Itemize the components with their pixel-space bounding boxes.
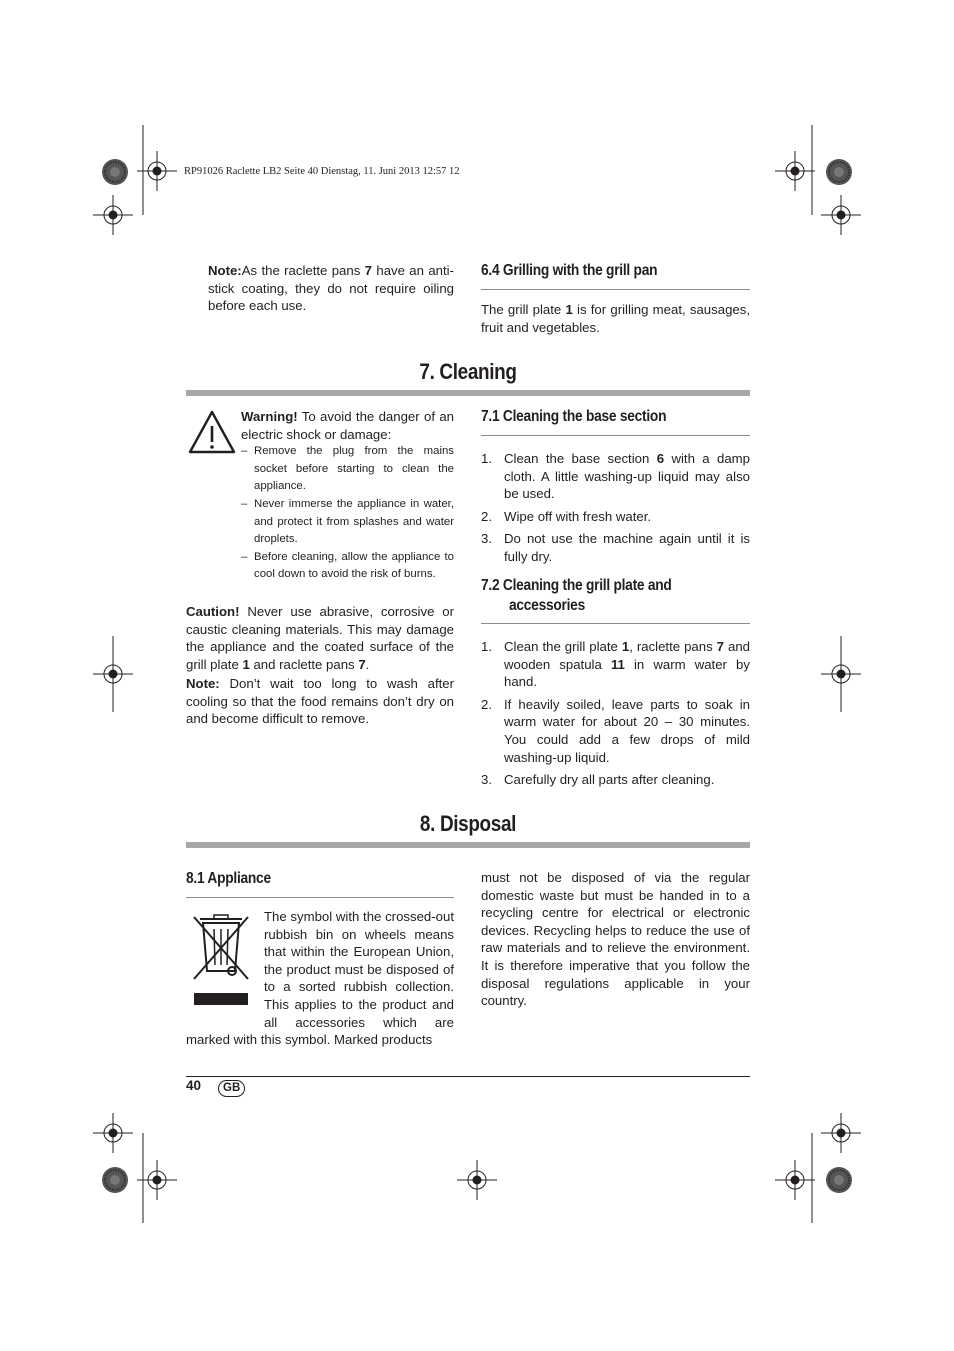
list-item: 2. If heavily soiled, leave parts to soak in warm water for about 20 – 30 minutes. You could add a few drops of mild washing-up liquid. xyxy=(481,696,750,765)
list-item: 1. Clean the grill plate 1, raclette pans 7 and wooden spatula 11 in warm water by hand. xyxy=(481,639,751,690)
warning-intro: To avoid the danger of an electric shock or damage: xyxy=(241,409,454,442)
caution-text: Never use abrasive, corrosive or caustic cleaning materials. This may damage the appliance and the coated surface of the grill plate 1 and raclette pans 7. xyxy=(186,604,454,672)
step-text: Wipe off with fresh water. xyxy=(504,508,652,524)
step-text: Clean the grill plate 1, raclette pans 7 and wooden spatula 11 in warm water by hand. xyxy=(504,639,751,690)
note-anti-stick xyxy=(208,262,454,315)
note-label: Note: xyxy=(186,676,220,691)
page-number: 40 xyxy=(186,1078,202,1093)
list-item: – Never immerse the appliance in water, and protect it from splashes and water droplets. xyxy=(241,496,454,549)
section-7-2-title-cont: accessories xyxy=(509,597,585,614)
step-text: Clean the base section 6 with a damp cloth. A little washing-up liquid may also be used. xyxy=(504,451,750,502)
warning-list xyxy=(241,443,454,584)
section-8-1-text-right: must not be disposed of via the regular domestic waste but must be handed in to a recycling centre for electrical or electronic devices. Recycling helps to reduce the use of raw materials and to relieve the environment. It is therefore imperative that you follow the disposal regulations applicable in your country. xyxy=(481,870,750,1009)
section-8-title: 8. Disposal xyxy=(419,811,517,836)
list-item: – Remove the plug from the mains socket before starting to clean the appliance. xyxy=(241,443,454,496)
caution-label: Caution! xyxy=(186,604,240,619)
step-text: Do not use the machine again until it is fully dry. xyxy=(504,531,750,564)
warning-label: Warning! xyxy=(241,409,298,424)
section-8-1-text-left xyxy=(186,908,454,1049)
divider xyxy=(481,623,750,624)
note-label: Note: xyxy=(208,263,242,278)
note-text: Don’t wait too long to wash after cooling so that the food remains don’t dry on and become difficult to remove. xyxy=(186,676,454,727)
country-badge: GB xyxy=(218,1080,245,1097)
section-8-1-title: 8.1 Appliance xyxy=(186,870,271,887)
list-item: 3. Do not use the machine again until it is fully dry. xyxy=(481,531,750,564)
divider xyxy=(481,435,750,436)
divider xyxy=(481,289,750,290)
section-7-2-steps xyxy=(481,638,750,794)
note-block xyxy=(186,675,454,728)
section-7-1-title: 7.1 Cleaning the base section xyxy=(481,408,667,425)
divider xyxy=(186,897,454,898)
section-6-4-text: The grill plate 1 is for grilling meat, sausages, fruit and vegetables. xyxy=(481,302,750,335)
list-item: 3. Carefully dry all parts after cleaning. xyxy=(481,772,715,788)
footer-divider xyxy=(186,1076,750,1077)
list-item: 1. Clean the base section 6 with a damp cloth. A little washing-up liquid may also be used. xyxy=(481,451,750,502)
section-7-1-steps xyxy=(481,450,750,571)
list-item: – Before cleaning, allow the appliance to cool down to avoid the risk of burns. xyxy=(241,549,454,584)
section-divider xyxy=(186,390,750,396)
caution-block xyxy=(186,603,454,673)
print-header: RP91026 Raclette LB2 Seite 40 Dienstag, 11. Juni 2013 12:57 12 xyxy=(184,166,460,177)
list-item: 2. Wipe off with fresh water. xyxy=(481,508,652,524)
section-7-title: 7. Cleaning xyxy=(419,359,517,384)
disposal-text-left: The symbol with the crossed-out rubbish bin on wheels means that within the European Union, the product must be disposed of to a sorted rubbish collection. This applies to the product and all accessories which are marked with this symbol. Marked products xyxy=(186,909,454,1048)
bin-icon-spacer xyxy=(186,908,264,1014)
section-7-2-title: 7.2 Cleaning the grill plate and xyxy=(481,577,672,594)
warning-icon xyxy=(187,409,237,455)
warning-block xyxy=(241,408,454,584)
section-divider xyxy=(186,842,750,848)
step-text: Carefully dry all parts after cleaning. xyxy=(504,772,715,788)
section-6-4-title: 6.4 Grilling with the grill pan xyxy=(481,262,658,279)
note-text: As the raclette pans 7 have an anti-stick coating, they do not require oiling before each use. xyxy=(208,263,454,314)
step-text: If heavily soiled, leave parts to soak in warm water for about 20 – 30 minutes. You could add a few drops of mild washing-up liquid. xyxy=(504,696,750,765)
